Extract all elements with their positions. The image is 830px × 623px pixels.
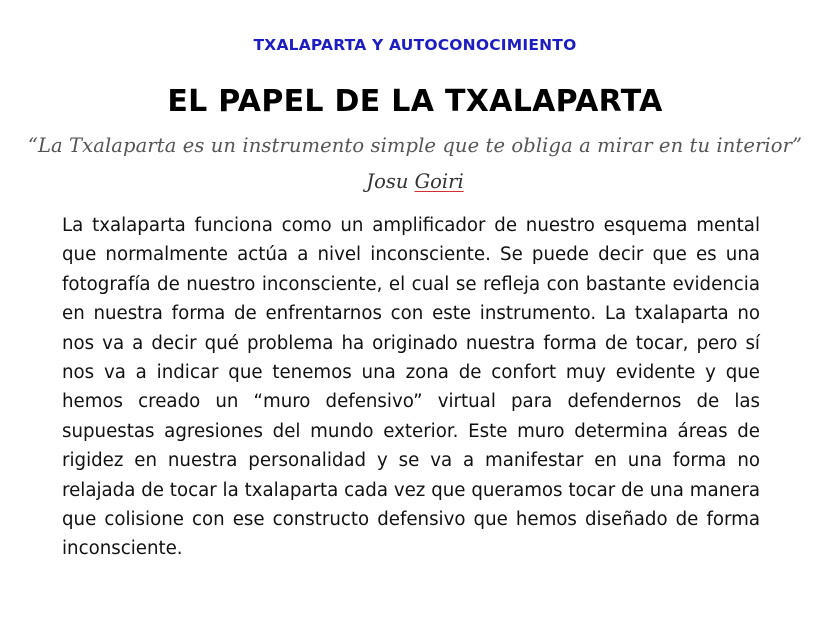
author-first-name: Josu [366, 170, 409, 193]
section-kicker: TXALAPARTA Y AUTOCONOCIMIENTO [253, 36, 577, 54]
page-title: EL PAPEL DE LA TXALAPARTA [167, 84, 663, 119]
quote-author [0, 170, 830, 193]
body-paragraph: La txalaparta funciona como un amplificador de nuestro esquema mental que normalmente actúa a nivel inconsciente. Se puede decir que es una fotografía de nuestro inconsciente, el cual se refleja con bastante evidencia en nuestra forma de enfrentarnos con este instrumento. La txalaparta no nos va a decir qué problema ha originado nuestra forma de tocar, pero sí nos va a indicar que tenemos una zona de confort muy evidente y que hemos creado un “muro defensivo” virtual para defendernos de las supuestas agresiones del mundo exterior. Este muro determina áreas de rigidez en nuestra personalidad y se va a manifestar en una forma no relajada de tocar la txalaparta cada vez que queramos tocar de una manera que colisione con ese constructo defensivo que hemos diseñado de forma inconsciente. [62, 215, 760, 560]
epigraph-quote: “La Txalaparta es un instrumento simple que te obliga a mirar en tu interior” [27, 134, 803, 157]
author-last-name: Goiri [414, 170, 464, 193]
